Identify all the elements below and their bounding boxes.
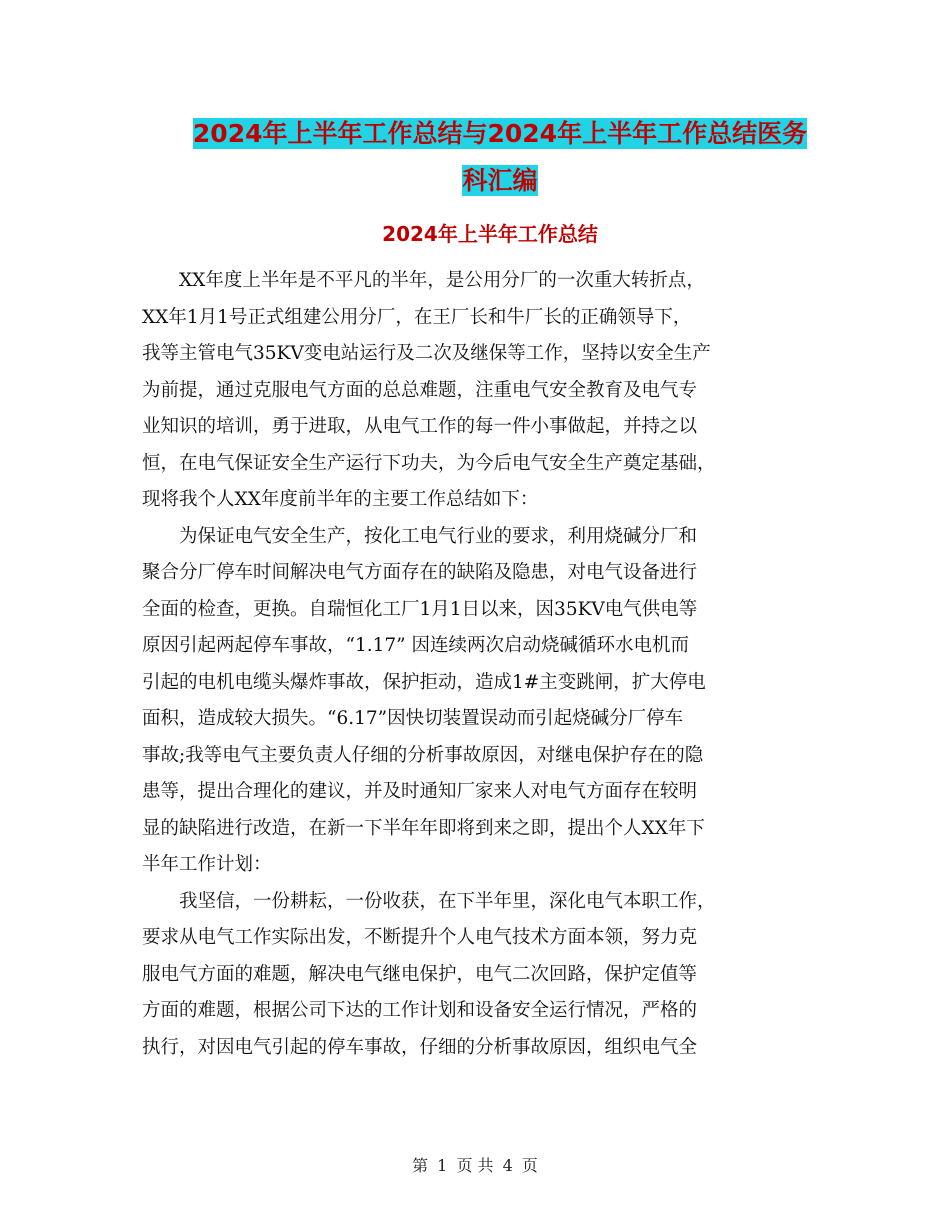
paragraph-3-line: 要求从电气工作实际出发，不断提升个人电气技术方面本领，努力克 xyxy=(142,927,698,948)
paragraph-1-line: 恒，在电气保证安全生产运行下功夫，为今后电气安全生产奠定基础， xyxy=(142,452,716,474)
paragraph-3-line: 方面的难题，根据公司下达的工作计划和设备安全运行情况，严格的 xyxy=(142,1000,698,1021)
footer-total-pages: 4 xyxy=(502,1156,513,1175)
document-title xyxy=(140,110,860,204)
document-title-line2: 科汇编 xyxy=(462,166,538,195)
paragraph-1-line: 为前提，通过克服电气方面的总总难题，注重电气安全教育及电气专 xyxy=(142,379,698,401)
footer-current-page: 1 xyxy=(437,1156,448,1175)
paragraph-3-line: 我坚信，一份耕耘，一份收获，在下半年里，深化电气本职工作， xyxy=(179,890,716,912)
footer-page-label: 页 共 xyxy=(456,1156,494,1175)
paragraph-2-line: 聚合分厂停车时间解决电气方面存在的缺陷及隐患，对电气设备进行 xyxy=(142,562,698,583)
section-title: 2024年上半年工作总结 xyxy=(382,222,598,246)
paragraph-2-line: 原因引起两起停车事故，“1.17” 因连续两次启动烧碱循环水电机而 xyxy=(142,635,689,656)
paragraph-3-line: 服电气方面的难题，解决电气继电保护，电气二次回路，保护定值等 xyxy=(142,963,698,985)
paragraph-3-line: 执行，对因电气引起的停车事故，仔细的分析事故原因，组织电气全 xyxy=(142,1036,698,1058)
paragraph-2-line: 面积，造成较大损失。“6.17”因快切装置误动而引起烧碱分厂停车 xyxy=(142,708,684,729)
page-footer xyxy=(0,1155,950,1177)
paragraph-1-line: 我等主管电气35KV变电站运行及二次及继保等工作，坚持以安全生产 xyxy=(142,343,711,364)
paragraph-2-line: 事故;我等电气主要负责人仔细的分析事故原因，对继电保护存在的隐 xyxy=(142,744,704,766)
paragraph-2-line: 患等，提出合理化的建议，并及时通知厂家来人对电气方面存在较明 xyxy=(142,781,698,802)
paragraph-2-line: 半年工作计划： xyxy=(142,854,272,875)
paragraph-1-line: 现将我个人XX年度前半年的主要工作总结如下： xyxy=(142,489,539,510)
document-title-line1: 2024年上半年工作总结与2024年上半年工作总结医务 xyxy=(192,119,808,148)
paragraph-2-line: 引起的电机电缆头爆炸事故，保护拒动，造成1#主变跳闸，扩大停电 xyxy=(142,671,706,693)
paragraph-2-line: 显的缺陷进行改造，在新一下半年年即将到来之即，提出个人XX年下 xyxy=(142,817,705,839)
paragraph-1-line: 业知识的培训，勇于进取，从电气工作的每一件小事做起，并持之以 xyxy=(142,416,698,437)
paragraph-1-line: XX年度上半年是不平凡的半年，是公用分厂的一次重大转折点， xyxy=(179,270,705,291)
paragraph-2-line: 全面的检查，更换。自瑞恒化工厂1月1日以来，因35KV电气供电等 xyxy=(142,598,698,620)
footer-page-label: 页 xyxy=(521,1156,538,1175)
footer-page-label: 第 xyxy=(412,1156,429,1175)
body-text xyxy=(142,263,812,1066)
paragraph-1-line: XX年1月1号正式组建公用分厂，在王厂长和牛厂长的正确领导下， xyxy=(142,306,692,328)
paragraph-2-line: 为保证电气安全生产，按化工电气行业的要求，利用烧碱分厂和 xyxy=(179,525,698,547)
